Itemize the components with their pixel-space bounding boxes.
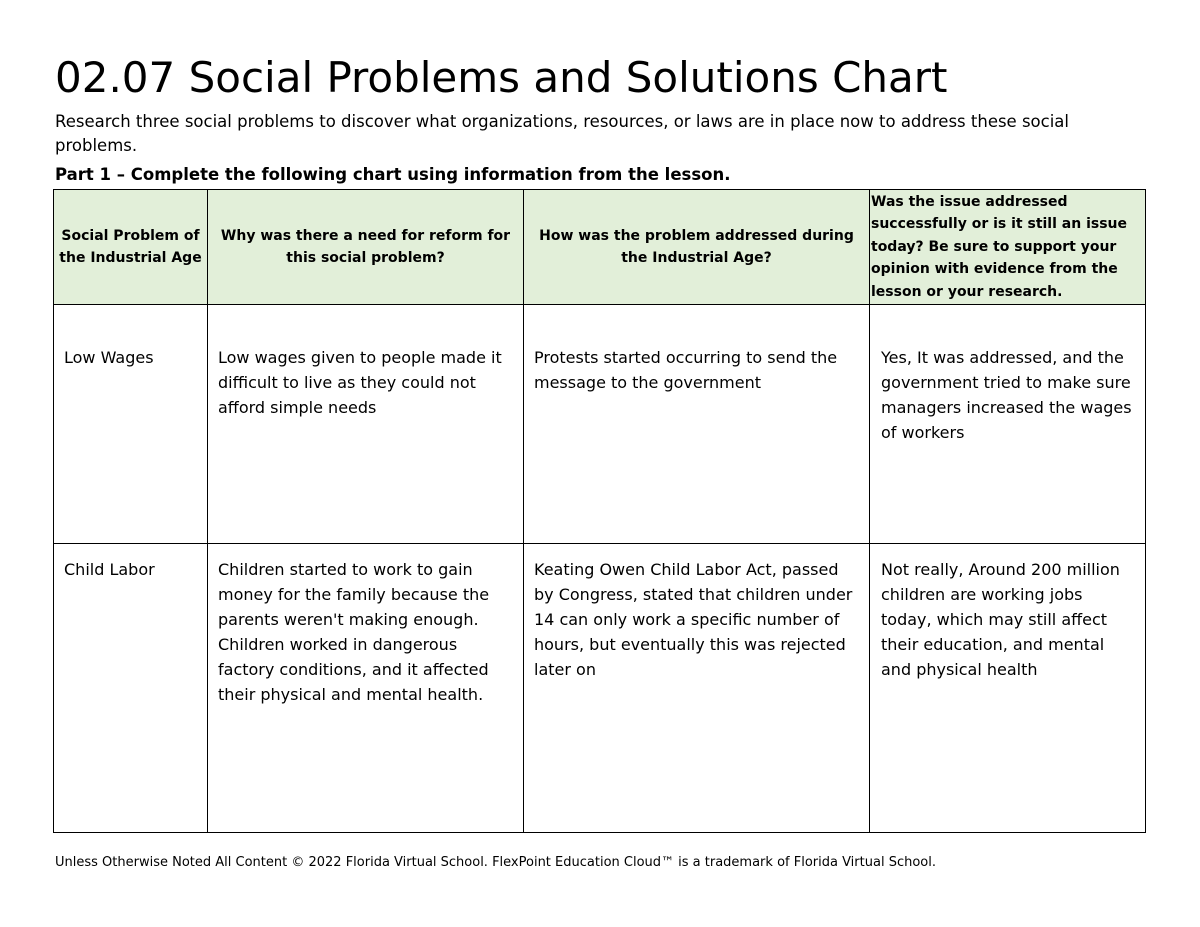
cell-text: Children started to work to gain money for the family because the parents weren't making enough. Children worked in dangerous factory conditions, and it affected their physical and mental health. (218, 560, 490, 704)
table-cell (870, 544, 1146, 833)
header-success-today: Was the issue addressed successfully or is it still an issue today? Be sure to support your opinion with evidence from the lesson or your research. (870, 190, 1146, 305)
table-cell (54, 305, 208, 544)
table-row (54, 305, 1146, 544)
cell-text: Low Wages (64, 348, 154, 367)
cell-text: Low wages given to people made it difficult to live as they could not afford simple needs (218, 348, 502, 417)
header-social-problem: Social Problem of the Industrial Age (54, 190, 208, 305)
part-instructions: Part 1 – Complete the following chart using information from the lesson. (55, 165, 731, 184)
table-row (54, 544, 1146, 833)
header-need-for-reform: Why was there a need for reform for this social problem? (208, 190, 524, 305)
social-problems-table (53, 189, 1146, 833)
page-title: 02.07 Social Problems and Solutions Chart (55, 53, 948, 102)
intro-text: Research three social problems to discover what organizations, resources, or laws are in place now to address these social problems. (55, 112, 1070, 155)
cell-text: Child Labor (64, 560, 155, 579)
cell-text: Yes, It was addressed, and the government tried to make sure managers increased the wages of workers (881, 348, 1132, 442)
cell-text: Not really, Around 200 million children are working jobs today, which may still affect their education, and mental and physical health (881, 560, 1120, 679)
table-cell (524, 305, 870, 544)
cell-text: Keating Owen Child Labor Act, passed by Congress, stated that children under 14 can only work a specific number of hours, but eventually this was rejected later on (534, 560, 853, 679)
copyright-footer: Unless Otherwise Noted All Content © 2022 Florida Virtual School. FlexPoint Education Cloud™ is a trademark of Florida Virtual School. (55, 855, 936, 870)
cell-text: Protests started occurring to send the message to the government (534, 348, 838, 392)
table-cell (208, 305, 524, 544)
table-cell (870, 305, 1146, 544)
table-cell (524, 544, 870, 833)
table-header-row (54, 190, 1146, 305)
header-how-addressed: How was the problem addressed during the Industrial Age? (524, 190, 870, 305)
table-cell (54, 544, 208, 833)
table-cell (208, 544, 524, 833)
